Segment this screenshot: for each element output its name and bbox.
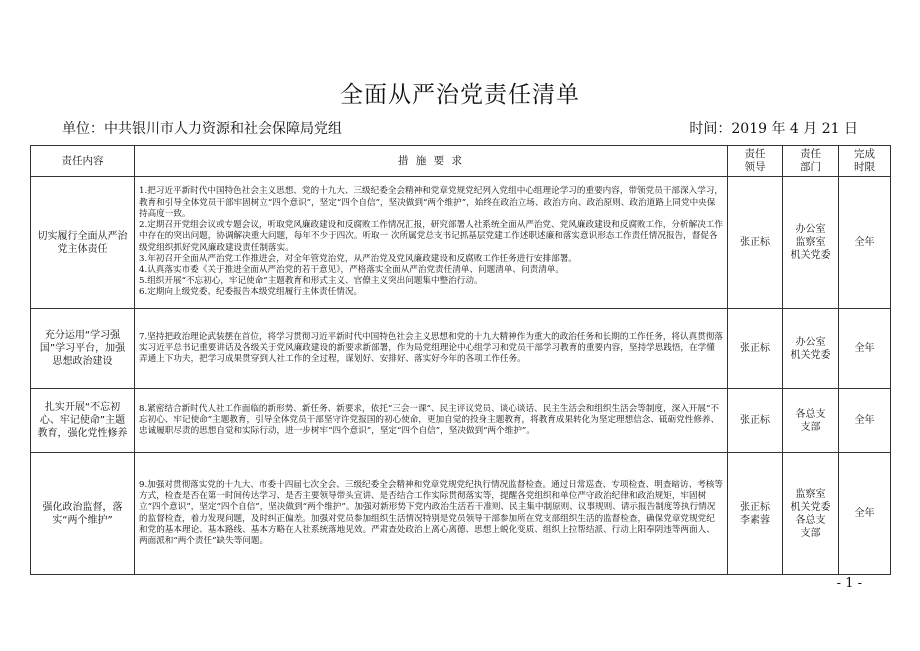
row-content: 扎实开展“不忘初心、牢记使命”主题教育，强化党性修养 [31,389,135,453]
dept-item: 各总支 [795,514,826,526]
page-number: - 1 - [836,576,862,591]
date-label: 时间：2019 年 4 月 21 日 [689,121,858,137]
dept-item: 支部 [800,421,821,433]
header-dept-text: 责任部门 [800,148,821,173]
row-measures [135,309,728,389]
row-measures [135,177,728,309]
dept-item: 监察室 [795,237,826,248]
dept-item: 各总支 [795,408,826,420]
row-dept [783,177,839,309]
dept-item: 机关党委 [790,501,831,513]
row-content: 充分运用“学习强国”学习平台，加强思想政治建设 [31,309,135,389]
header-deadline [839,146,891,177]
header-dept [783,146,839,177]
dept-item: 支部 [800,527,821,539]
row-content: 切实履行全面从严治党主体责任 [31,177,135,309]
header-content: 责任内容 [31,146,135,177]
row-content: 强化政治监督，落实“两个维护” [31,453,135,575]
row-dept [783,309,839,389]
dept-item: 机关党委 [790,349,831,361]
header-leader [728,146,783,177]
row-leader [728,453,783,575]
measure-item: 2.定期召开党组会议或专题会议，听取党风廉政建设和反腐败工作情况汇报，研究部署人社系统全面从严治党、党风廉政建设和反腐败工作，分析解决工作中存在的突出问题，协调解决重大问题，每年不少于四次。听取一 次所属党总支书记抓基层党建工作述职述廉和落实意识形态工作责任情况报告，督促各级党组织抓好党风廉政建设责任制落实。 [139,220,723,253]
responsibility-table [30,145,891,575]
table-row [31,453,891,575]
header-deadline-text: 完成时限 [854,148,875,173]
table-header-row [31,146,891,177]
leader-item: 李素蓉 [740,514,770,526]
measure-item: 3.年初召开全面从严治党工作推进会，对全年管党治党，从严治党及党风廉政建设和反腐败工作任务进行安排部署。 [139,253,577,264]
row-leader: 张正标 [728,177,783,309]
measure-item: 1.把习近平新时代中国特色社会主义思想、党的十九大、三级纪委全会精神和党章党规党纪列入党组中心组理论学习的重要内容，带领党员干部深入学习，教育和引导全体党员干部牢固树立“四个意识”，坚定“四个自信”，坚决做到“两个维护”，始终在政治立场、政治方向、政治原则、政治道路上同党中央保持高度一致。 [139,186,723,219]
header-leader-text: 责任领导 [744,148,766,173]
header-measures: 措 施 要 求 [135,146,728,177]
row-dept [783,453,839,575]
leader-item: 张正标 [740,501,770,513]
row-measures [135,453,728,575]
unit-label: 单位：中共银川市人力资源和社会保障局党组 [62,121,342,137]
measure-item: 4.认真落实市委《关于推进全面从严治党的若干意见》，严格落实全面从严治党责任清单、问题清单、问责清单。 [139,264,564,275]
dept-item: 办公室 [795,224,826,235]
row-deadline: 全年 [839,453,891,575]
row-deadline: 全年 [839,389,891,453]
row-deadline: 全年 [839,309,891,389]
table-row [31,309,891,389]
dept-item: 机关党委 [790,250,831,261]
document-meta [62,118,858,138]
row-leader: 张正标 [728,389,783,453]
dept-item: 办公室 [795,336,826,348]
dept-item: 监察室 [795,488,826,500]
table-row [31,389,891,453]
measure-item: 7.坚持把政治理论武装摆在首位，将学习贯彻习近平新时代中国特色社会主义思想和党的十九大精神作为重大的政治任务和长期的工作任务，将认真贯彻落实习近平总书记重要讲话及各级关于党风廉政建设的新要求新部署，作为局党组理论中心组学习和党员干部学习教育的重要内容，坚持学思践悟，在学懂弄通上下功夫，把学习成果贯穿到人社工作的全过程，谋划好、安排好、落实好今年的各项工作任务。 [139,331,723,365]
measure-item: 8.紧密结合新时代人社工作面临的新形势、新任务、新要求，依托“三会一课”、民主评议党员、谈心谈话、民主生活会和组织生活会等制度，深入开展“不忘初心、牢记使命”主题教育，引导全体党员干部坚守许党报国的初心使命，更加自觉的投身主题教育，将教育成果转化为坚定理想信念、砥砺党性修养、忠诚履职尽责的思想自觉和实际行动，进一步树牢“四个意识”，坚定“四个自信”，坚决做到“两个维护”。 [139,403,720,437]
measure-item: 5.组织开展“不忘初心，牢记使命”主题教育和形式主义、官僚主义突出问题集中整治行动。 [139,276,483,287]
document-title: 全面从严治党责任清单 [340,82,580,108]
measure-item: 6.定期向上级党委、纪委报告本级党组履行主体责任情况。 [139,287,363,298]
measure-item: 9.加强对贯彻落实党的十九大、市委十四届七次全会、三级纪委全会精神和党章党规党纪执行情况监督检查。通过日常巡查、专项检查、明查暗访、考核等方式，检查是否在第一时间传达学习、是否主要领导带头宣讲、是否结合工作实际贯彻落实等，提醒各党组织和单位严守政治纪律和政治规矩，牢固树立“四个意识”，坚定“四个自信”，坚决做到“两个维护”。加强对新形势下党内政治生活若干准则、民主集中制原则、议事规则、请示报告制度等执行情况的监督检查，着力发现问题，及时纠正偏差。加强对党员参加组织生活情况特别是党员领导干部参加所在党支部组织生活的监督检查，确保党章党规党纪和党的基本理论、基本路线、基本方略在人社系统落地见效。严肃查处政治上离心离德、思想上蜕化变质、组织上拉帮结派、行动上阳奉阴违等两面人、两面派和“两个责任”缺失等问题。 [139,479,723,546]
row-dept [783,389,839,453]
row-deadline: 全年 [839,177,891,309]
table-row [31,177,891,309]
row-leader: 张正标 [728,309,783,389]
row-measures [135,389,728,453]
